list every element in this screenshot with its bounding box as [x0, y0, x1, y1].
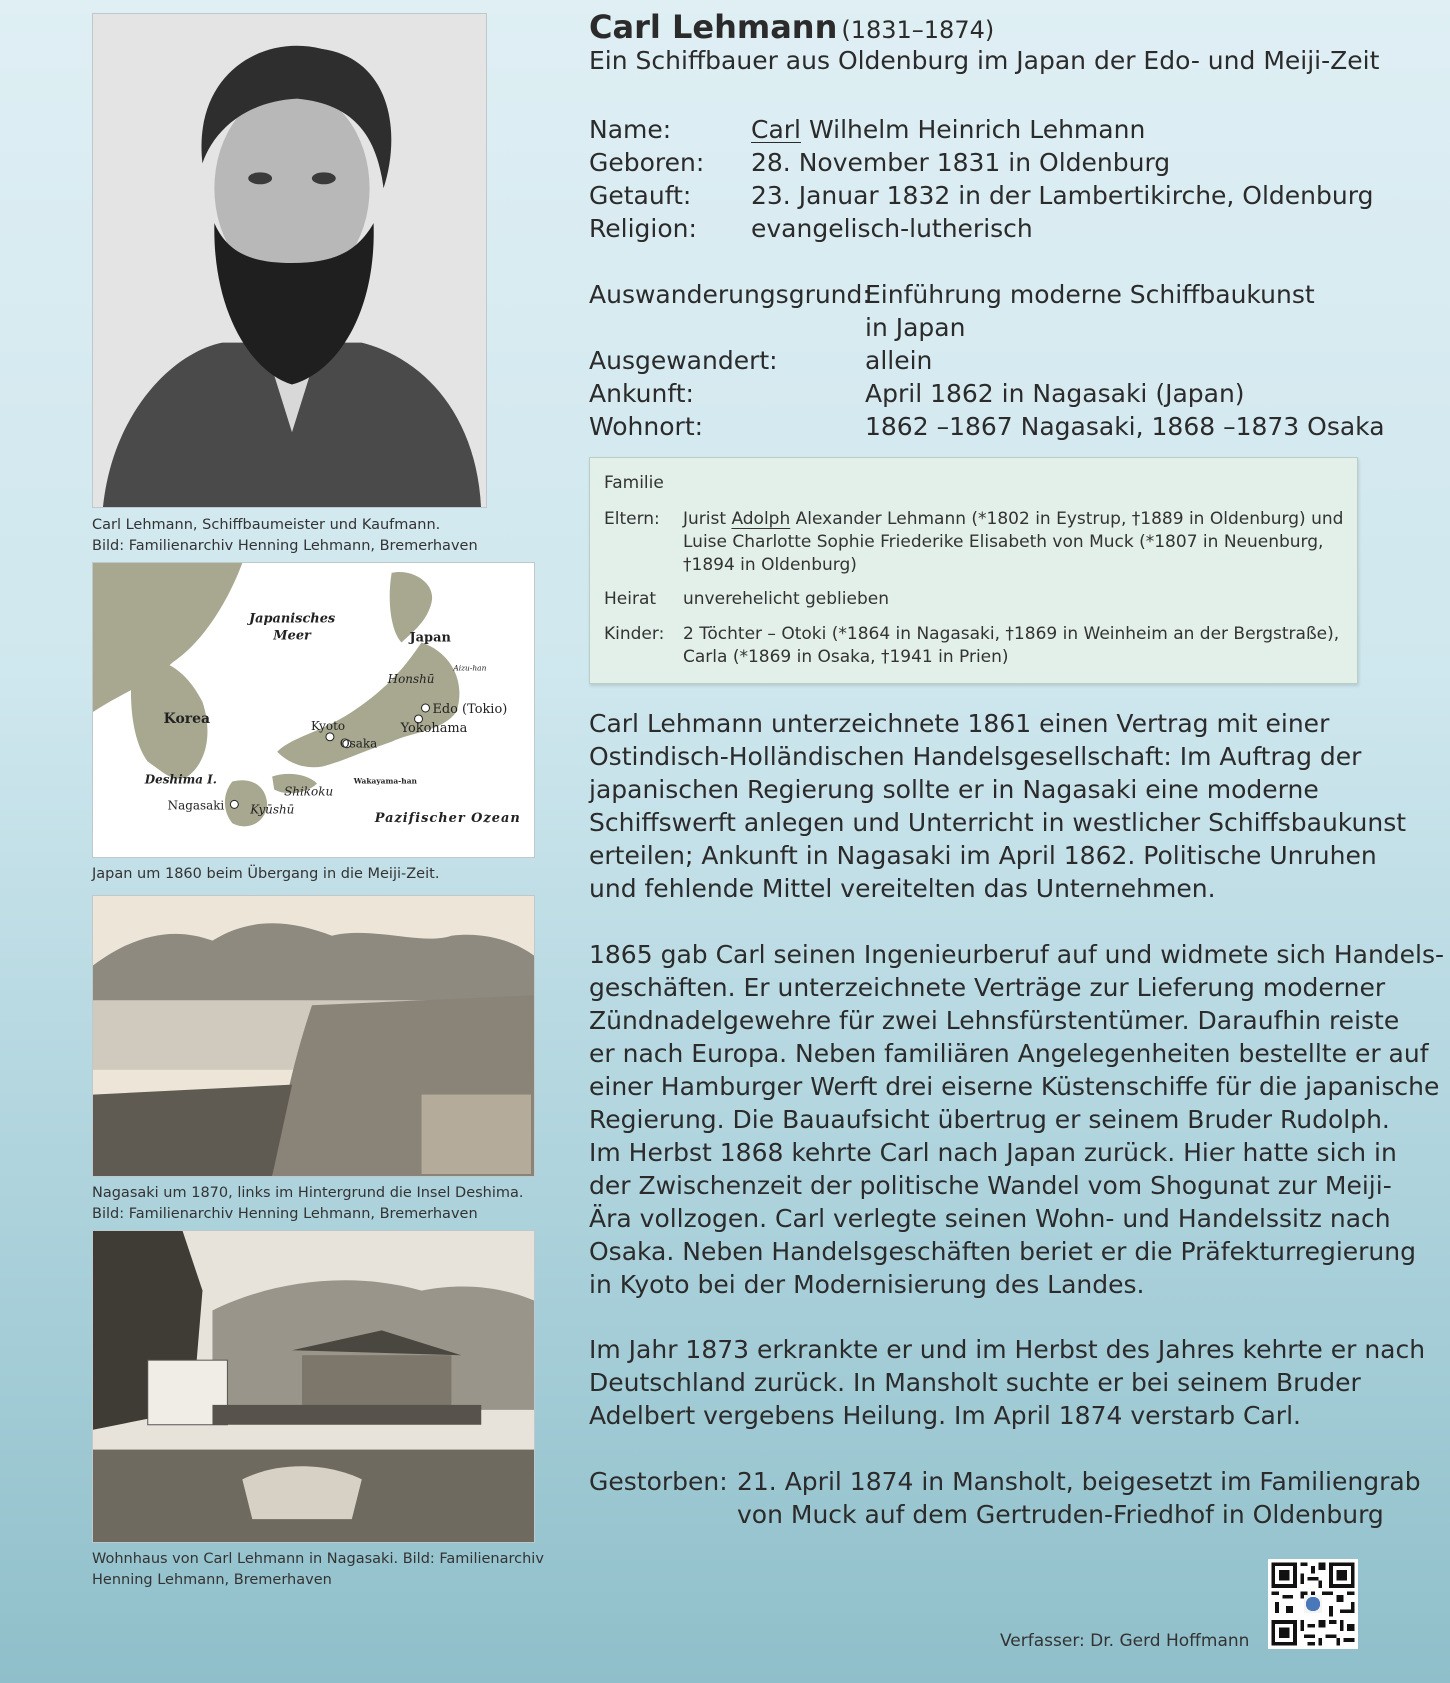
fact-label: Name:: [589, 115, 672, 144]
paragraph-line: Regierung. Die Bauaufsicht übertrug er seinem Bruder Rudolph.: [589, 1105, 1390, 1134]
died-row: [589, 1465, 1421, 1531]
paragraph-line: und fehlende Mittel vereitelten das Unternehmen.: [589, 874, 1216, 903]
paragraph-2: [589, 938, 1444, 1301]
house-photo: [92, 1230, 535, 1543]
house-caption-line: Wohnhaus von Carl Lehmann in Nagasaki. Bild: Familienarchiv: [92, 1551, 544, 1567]
map-label-nagasaki: Nagasaki: [167, 798, 225, 813]
family-label: Kinder:: [604, 624, 665, 644]
paragraph-line: 1865 gab Carl seinen Ingenieurberuf auf und widmete sich Handels-: [589, 940, 1445, 969]
portrait-caption-line: Carl Lehmann, Schiffbaumeister und Kaufmann.: [92, 517, 441, 533]
title-name: Carl Lehmann: [589, 8, 838, 46]
fact-row-reason: [589, 278, 1385, 344]
page-title: [589, 8, 994, 46]
fact-value: Einführung moderne Schiffbaukunst: [865, 280, 1315, 309]
fact-value: April 1862 in Nagasaki (Japan): [865, 379, 1245, 408]
fact-label: Wohnort:: [589, 412, 704, 441]
fact-value: in Japan: [865, 313, 966, 342]
fact-value: allein: [865, 346, 933, 375]
fact-label: Ankunft:: [589, 379, 694, 408]
paragraph-line: in Kyoto bei der Modernisierung des Landes.: [589, 1270, 1145, 1299]
map-label-kyushu: Kyūshū: [250, 802, 295, 817]
paragraph-line: Carl Lehmann unterzeichnete 1861 einen Vertrag mit einer: [589, 709, 1330, 738]
family-value: 2 Töchter – Otoki (*1864 in Nagasaki, †1869 in Weinheim an der Bergstraße),: [683, 624, 1340, 644]
emigration-facts: [589, 278, 1385, 443]
fact-value: evangelisch-lutherisch: [751, 214, 1033, 243]
map-label-osaka: Osaka: [339, 736, 378, 751]
japan-map: [92, 562, 535, 858]
paragraph-line: Deutschland zurück. In Mansholt suchte er bei seinem Bruder: [589, 1368, 1361, 1397]
map-label-honshu: Honshū: [387, 672, 435, 687]
paragraph-line: geschäften. Er unterzeichnete Verträge zur Lieferung moderner: [589, 973, 1386, 1002]
nagasaki-photo: [92, 895, 535, 1177]
family-row-children: [604, 623, 1339, 669]
family-label: Eltern:: [604, 509, 660, 529]
nagasaki-caption-line: Bild: Familienarchiv Henning Lehmann, Bremerhaven: [92, 1206, 478, 1222]
paragraph-line: erteilen; Ankunft in Nagasaki im April 1862. Politische Unruhen: [589, 841, 1377, 870]
paragraph-line: Zündnadelgewehre für zwei Lehnsfürstentümer. Daraufhin reiste: [589, 1006, 1400, 1035]
map-label-aizu: Aizu-han: [453, 663, 487, 673]
map-label-sea: Japanisches: [248, 611, 336, 627]
fact-value-underlined: Carl: [751, 115, 801, 144]
family-value: Carla (*1869 in Osaka, †1941 in Prien): [683, 647, 1009, 667]
map-label-edo: Edo (Tokio): [432, 701, 508, 717]
paragraph-1: [589, 707, 1406, 905]
paragraph-line: einer Hamburger Werft drei eiserne Küstenschiffe für die japanische: [589, 1072, 1440, 1101]
fact-row-religion: [589, 212, 1373, 245]
map-label-kyoto: Kyoto: [311, 718, 346, 733]
died-value: von Muck auf dem Gertruden-Friedhof in Oldenburg: [737, 1500, 1384, 1529]
fact-row-name: [589, 113, 1373, 146]
map-label-shikoku: Shikoku: [284, 784, 334, 799]
fact-value: 23. Januar 1832 in der Lambertikirche, Oldenburg: [751, 181, 1374, 210]
nagasaki-caption-line: Nagasaki um 1870, links im Hintergrund die Insel Deshima.: [92, 1185, 524, 1201]
fact-label: Getauft:: [589, 181, 692, 210]
map-caption: [92, 864, 562, 885]
page-subtitle: Ein Schiffbauer aus Oldenburg im Japan der Edo- und Meiji-Zeit: [589, 46, 1380, 75]
portrait-photo: [92, 13, 487, 508]
family-value: Luise Charlotte Sophie Friederike Elisabeth von Muck (*1807 in Neuenburg,: [683, 532, 1324, 552]
family-value-part: Alexander Lehmann (*1802 in Eystrup, †1889 in Oldenburg) und: [790, 509, 1344, 529]
map-label-sea: Meer: [273, 628, 311, 644]
died-label: Gestorben:: [589, 1467, 728, 1496]
map-label-ocean: Pazifischer Ozean: [374, 811, 521, 827]
paragraph-line: der Zwischenzeit der politische Wandel vom Shogunat zur Meiji-: [589, 1171, 1392, 1200]
fact-row-arrival: [589, 377, 1385, 410]
house-caption-line: Henning Lehmann, Bremerhaven: [92, 1572, 332, 1588]
family-value-part: Jurist: [683, 509, 732, 529]
paragraph-line: Adelbert vergebens Heilung. Im April 1874 verstarb Carl.: [589, 1401, 1301, 1430]
fact-row-emigrated: [589, 344, 1385, 377]
portrait-caption: [92, 515, 562, 557]
family-row-marriage: [604, 588, 889, 611]
fact-row-residence: [589, 410, 1385, 443]
family-value: unverehelicht geblieben: [683, 589, 889, 609]
paragraph-line: Osaka. Neben Handelsgeschäften beriet er die Präfekturregierung: [589, 1237, 1416, 1266]
family-value-underlined: Adolph: [731, 509, 791, 529]
fact-row-born: [589, 146, 1373, 179]
map-label-japan: Japan: [409, 630, 451, 646]
paragraph-line: japanischen Regierung sollte er in Nagasaki eine moderne: [589, 775, 1319, 804]
fact-row-baptized: [589, 179, 1373, 212]
fact-label: Auswanderungsgrund:: [589, 280, 871, 309]
family-box: [589, 457, 1358, 684]
house-caption: [92, 1549, 562, 1591]
family-value: †1894 in Oldenburg): [683, 555, 857, 575]
map-label-yokohama: Yokohama: [400, 720, 468, 736]
nagasaki-caption: [92, 1183, 562, 1225]
personal-facts: [589, 113, 1373, 245]
title-years: (1831–1874): [841, 16, 995, 44]
qr-code-icon[interactable]: [1268, 1559, 1358, 1649]
family-label: Heirat: [604, 589, 657, 609]
fact-value: 28. November 1831 in Oldenburg: [751, 148, 1171, 177]
fact-value: 1862 –1867 Nagasaki, 1868 –1873 Osaka: [865, 412, 1385, 441]
paragraph-line: Im Jahr 1873 erkrankte er und im Herbst des Jahres kehrte er nach: [589, 1335, 1426, 1364]
map-label-wakayama: Wakayama-han: [353, 776, 417, 786]
fact-value: [751, 113, 1145, 146]
map-label-deshima: Deshima I.: [144, 772, 217, 787]
portrait-caption-line: Bild: Familienarchiv Henning Lehmann, Bremerhaven: [92, 538, 478, 554]
paragraph-line: Schiffswerft anlegen und Unterricht in westlicher Schiffsbaukunst: [589, 808, 1407, 837]
paragraph-line: er nach Europa. Neben familiären Angelegenheiten bestellte er auf: [589, 1039, 1429, 1068]
paragraph-3: [589, 1333, 1425, 1432]
paragraph-line: Im Herbst 1868 kehrte Carl nach Japan zurück. Hier hatte sich in: [589, 1138, 1397, 1167]
family-row-parents: [604, 508, 1343, 577]
paragraph-line: Ostindisch-Holländischen Handelsgesellschaft: Im Auftrag der: [589, 742, 1362, 771]
fact-label: Ausgewandert:: [589, 346, 778, 375]
author-credit: Verfasser: Dr. Gerd Hoffmann: [1000, 1631, 1250, 1651]
paragraph-line: Ära vollzogen. Carl verlegte seinen Wohn- und Handelssitz nach: [589, 1204, 1391, 1233]
fact-label: Religion:: [589, 214, 697, 243]
map-label-korea: Korea: [163, 710, 210, 727]
family-title: Familie: [604, 473, 664, 493]
map-caption-line: Japan um 1860 beim Übergang in die Meiji-Zeit.: [92, 866, 440, 882]
died-value: 21. April 1874 in Mansholt, beigesetzt im Familiengrab: [737, 1467, 1421, 1496]
fact-label: Geboren:: [589, 148, 705, 177]
family-value: [683, 508, 1343, 531]
fact-value-rest: Wilhelm Heinrich Lehmann: [801, 115, 1146, 144]
